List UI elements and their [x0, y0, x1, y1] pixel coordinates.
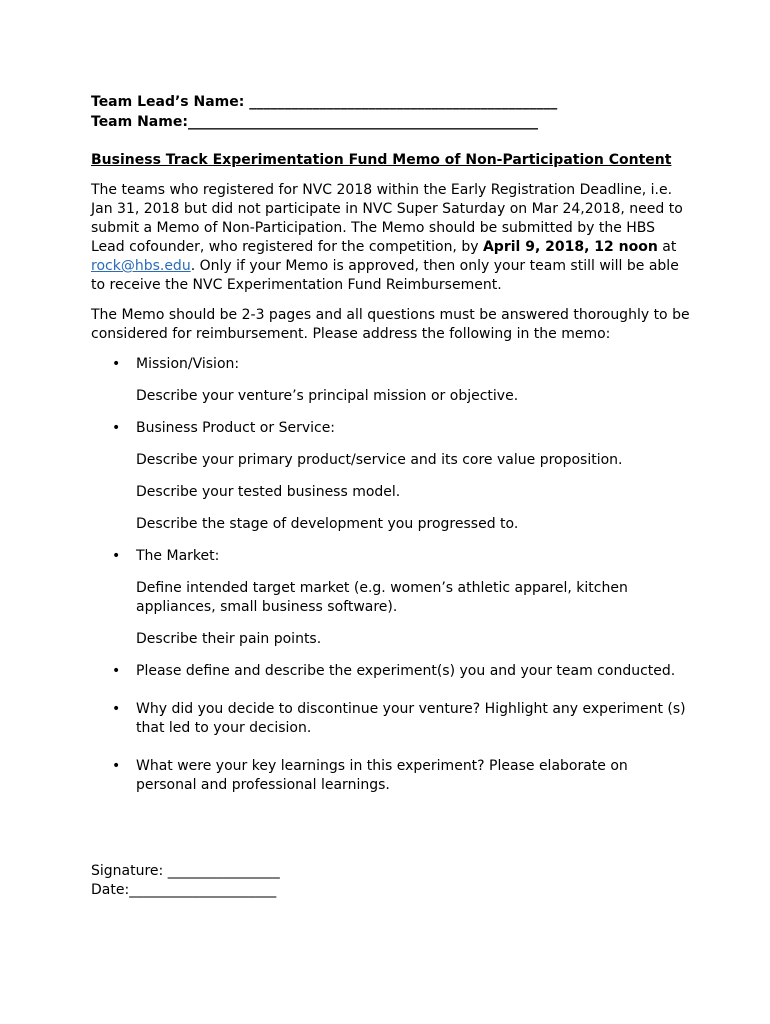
date-line: [91, 881, 280, 900]
bullet-icon: •: [112, 758, 121, 774]
signature-block: [91, 862, 280, 900]
item-detail: Describe your tested business model.: [136, 484, 401, 500]
memo-title: Business Track Experimentation Fund Memo of Non-Participation Content: [91, 152, 672, 168]
item-detail: Describe the stage of development you progressed to.: [136, 516, 519, 532]
team-name-label: Team Name:: [91, 114, 188, 130]
bullet-icon: •: [112, 356, 121, 372]
signature-line: [91, 862, 280, 881]
list-item-experiments: [91, 662, 691, 681]
list-item-mission: [91, 355, 691, 406]
item-heading: The Market:: [136, 548, 220, 564]
date-blank: _____________________: [129, 882, 277, 898]
item-heading: Business Product or Service:: [136, 420, 336, 436]
signature-label: Signature:: [91, 863, 168, 879]
intro-text-2: at: [657, 239, 677, 255]
deadline-text: April 9, 2018, 12 noon: [482, 239, 658, 255]
list-item-product: [91, 419, 691, 534]
bullet-icon: •: [112, 548, 121, 564]
team-lead-blank: ____________________________________________: [249, 94, 558, 110]
item-heading: Please define and describe the experiment(s) you and your team conducted.: [136, 663, 676, 679]
team-name-blank: __________________________________________________: [187, 114, 538, 130]
team-name-line: [91, 112, 691, 132]
item-detail: Describe their pain points.: [136, 631, 322, 647]
item-heading: Why did you decide to discontinue your venture? Highlight any experiment (s) that led to your decision.: [136, 701, 686, 736]
bullet-icon: •: [112, 663, 121, 679]
intro-paragraph: [91, 181, 691, 295]
list-item-market: [91, 547, 691, 649]
team-lead-line: [91, 92, 691, 112]
bullet-icon: •: [112, 701, 121, 717]
list-item-learnings: [91, 757, 691, 795]
intro-text-3: . Only if your Memo is approved, then only your team still will be able to receive the NVC Experimentation Fund Reimbursement.: [91, 258, 679, 293]
memo-page: [91, 92, 691, 808]
item-detail: Describe your primary product/service and its core value proposition.: [136, 452, 623, 468]
team-lead-label: Team Lead’s Name:: [91, 94, 250, 110]
item-heading: Mission/Vision:: [136, 356, 240, 372]
item-detail: Describe your venture’s principal mission or objective.: [136, 388, 519, 404]
requirements-paragraph: The Memo should be 2-3 pages and all questions must be answered thoroughly to be considered for reimbursement. Please address the following in the memo:: [91, 307, 690, 342]
memo-topics-list: [91, 355, 691, 795]
bullet-icon: •: [112, 420, 121, 436]
email-link[interactable]: rock@hbs.edu: [91, 258, 191, 274]
list-item-discontinue: [91, 700, 691, 738]
intro-text-1: The teams who registered for NVC 2018 within the Early Registration Deadline, i.e. Jan 31, 2018 but did not participate in NVC Super Saturday on Mar 24,2018, need to submit a Memo of Non-Participation. The Memo should be submitted by the HBS Lead cofounder, who registered for the competition, by: [91, 182, 683, 255]
signature-blank: ________________: [167, 863, 280, 879]
item-detail: Define intended target market (e.g. women’s athletic apparel, kitchen appliances, small business software).: [136, 580, 628, 615]
date-label: Date:: [91, 882, 130, 898]
item-heading: What were your key learnings in this experiment? Please elaborate on personal and professional learnings.: [136, 758, 628, 793]
